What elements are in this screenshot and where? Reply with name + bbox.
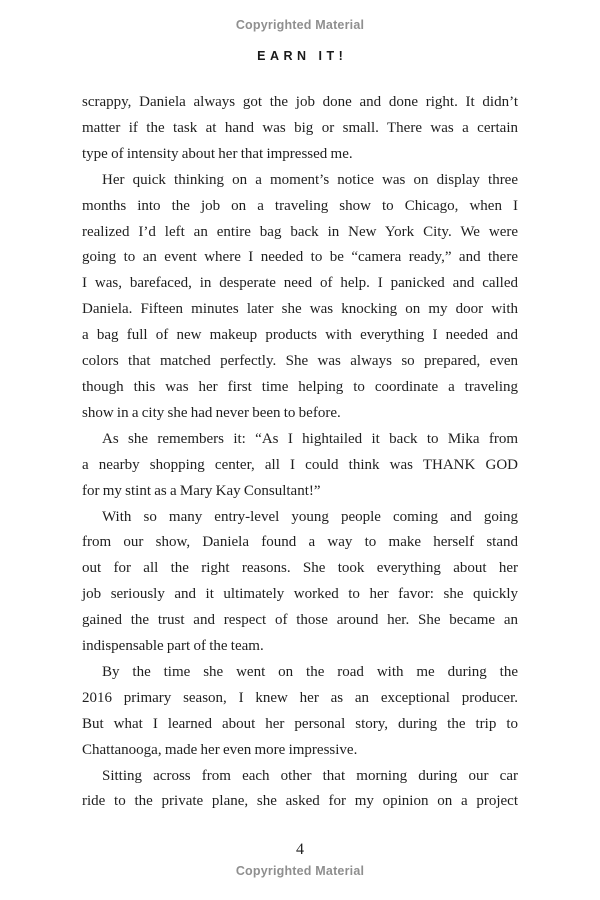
text-line: With so many entry-level young people coming and going (102, 508, 518, 525)
paragraph (82, 660, 518, 764)
text-line: job seriously and it ultimately worked to her favor: she quickly (82, 586, 518, 603)
text-line: out for all the right reasons. She took everything about her (82, 560, 518, 577)
paragraph (82, 427, 518, 505)
text-line: I was, barefaced, in desperate need of help. I panicked and called (82, 275, 518, 292)
text-line: show in a city she had never been to before. (82, 404, 341, 421)
copyright-notice-bottom: Copyrighted Material (235, 864, 365, 878)
text-line: indispensable part of the team. (82, 638, 264, 655)
text-line: months into the job on a traveling show to Chicago, when I (82, 197, 518, 214)
text-line: type of intensity about her that impressed me. (82, 145, 353, 162)
paragraph (82, 90, 518, 168)
text-line: Her quick thinking on a moment’s notice was on display three (102, 171, 518, 188)
text-line: from our show, Daniela found a way to make herself stand (82, 534, 518, 551)
text-line: By the time she went on the road with me during the (102, 663, 518, 680)
text-line: 2016 primary season, I knew her as an exceptional producer. (82, 689, 518, 706)
paragraph (82, 168, 518, 427)
text-line: going to an event where I needed to be “camera ready,” and there (82, 249, 518, 266)
text-line: though this was her first time helping to coordinate a traveling (82, 378, 518, 395)
text-line: matter if the task at hand was big or small. There was a certain (82, 119, 518, 136)
copyright-notice-top: Copyrighted Material (235, 18, 365, 32)
text-line: realized I’d left an entire bag back in New York City. We were (82, 223, 518, 240)
book-title-running-head: EARN IT! (257, 49, 348, 63)
paragraph (82, 505, 518, 660)
text-line: for my stint as a Mary Kay Consultant!” (82, 482, 321, 499)
text-line: ride to the private plane, she asked for my opinion on a project (82, 793, 518, 810)
page-number: 4 (296, 841, 304, 858)
body-text (82, 90, 518, 815)
text-line: As she remembers it: “As I hightailed it back to Mika from (102, 430, 518, 447)
text-line: But what I learned about her personal story, during the trip to (82, 715, 518, 732)
paragraph (82, 764, 518, 816)
text-line: a bag full of new makeup products with everything I needed and (82, 327, 518, 344)
text-line: Sitting across from each other that morning during our car (102, 767, 518, 784)
text-line: scrappy, Daniela always got the job done and done right. It didn’t (82, 94, 518, 110)
text-line: Daniela. Fifteen minutes later she was knocking on my door with (82, 301, 518, 318)
text-line: a nearby shopping center, all I could think was THANK GOD (82, 456, 518, 473)
text-line: Chattanooga, made her even more impressive. (82, 741, 358, 758)
text-line: colors that matched perfectly. She was always so prepared, even (82, 353, 518, 370)
text-line: gained the trust and respect of those around her. She became an (82, 612, 518, 629)
